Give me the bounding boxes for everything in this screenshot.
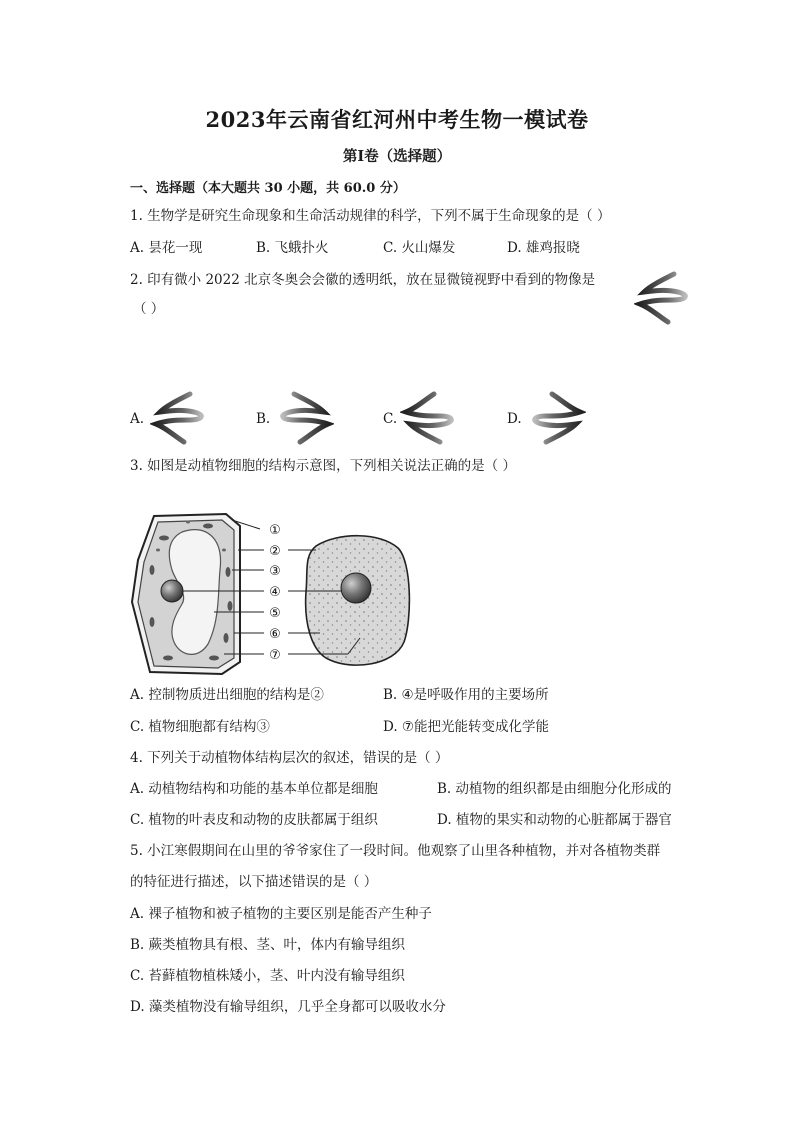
question-2-option-a-image [150,390,208,446]
question-2-option-c-label: C. [383,411,398,427]
diagram-label-3: ③ [269,564,281,579]
question-2-option-d-label: D. [507,411,522,427]
question-1-option-a: A. 昙花一现 [130,240,203,256]
question-3-option-c: C. 植物细胞都有结构③ [130,719,270,735]
question-2-option-a-label: A. [130,411,145,427]
question-4-option-a: A. 动植物结构和功能的基本单位都是细胞 [130,781,378,797]
question-1-option-d: D. 雄鸡报晓 [507,240,580,256]
page-title: 2023年云南省红河州中考生物一模试卷 [205,107,589,132]
question-3-option-b: B. ④是呼吸作用的主要场所 [383,687,549,703]
diagram-label-5: ⑤ [269,606,281,621]
diagram-label-4: ④ [269,585,281,600]
diagram-label-7: ⑦ [269,648,281,663]
question-4-option-c: C. 植物的叶表皮和动物的皮肤都属于组织 [130,812,378,828]
question-5-option-a: A. 裸子植物和被子植物的主要区别是能否产生种子 [130,906,432,922]
cell-structure-diagram [128,510,418,680]
plant-cell [132,514,240,674]
question-3-option-a: A. 控制物质进出细胞的结构是② [130,687,324,703]
question-4-option-b: B. 动植物的组织都是由细胞分化形成的 [437,781,672,797]
question-5-option-d: D. 藻类植物没有输导组织，几乎全身都可以吸收水分 [130,999,446,1015]
question-1-stem: 1. 生物学是研究生命现象和生命活动规律的科学，下列不属于生命现象的是（ ） [130,208,611,224]
page-subtitle: 第I卷（选择题） [342,148,452,165]
question-5-option-b: B. 蕨类植物具有根、茎、叶，体内有输导组织 [130,937,406,953]
question-3-stem: 3. 如图是动植物细胞的结构示意图，下列相关说法正确的是（ ） [130,458,516,474]
question-2-option-b-image [276,390,334,446]
question-3-option-d: D. ⑦能把光能转变成化学能 [383,719,550,735]
question-1-option-c: C. 火山爆发 [383,240,456,256]
question-2-stem-continued: （ ） [133,301,165,317]
question-5-stem: 5. 小江寒假期间在山里的爷爷家住了一段时间。他观察了山里各种植物，并对各植物类群 [130,843,661,859]
question-4-option-d: D. 植物的果实和动物的心脏都属于器官 [437,812,672,828]
question-1-option-b: B. 飞蛾扑火 [256,240,329,256]
emblem-reference-image [634,270,692,326]
question-5-option-c: C. 苔藓植物植株矮小，茎、叶内没有输导组织 [130,968,405,984]
question-2-option-c-image [400,390,458,446]
diagram-label-2: ② [269,544,281,559]
diagram-label-1: ① [269,523,281,538]
question-4-stem: 4. 下列关于动植物体结构层次的叙述，错误的是（ ） [130,750,449,766]
section-heading: 一、选择题（本大题共 30 小题，共 60.0 分） [130,181,406,196]
question-2-option-d-image [528,390,586,446]
animal-cell [306,536,410,665]
question-5-stem-continued: 的特征进行描述，以下描述错误的是（ ） [130,874,378,890]
question-2-stem: 2. 印有微小 2022 北京冬奥会会徽的透明纸，放在显微镜视野中看到的物像是 [130,272,596,288]
diagram-label-6: ⑥ [269,627,281,642]
question-2-option-b-label: B. [256,411,271,427]
